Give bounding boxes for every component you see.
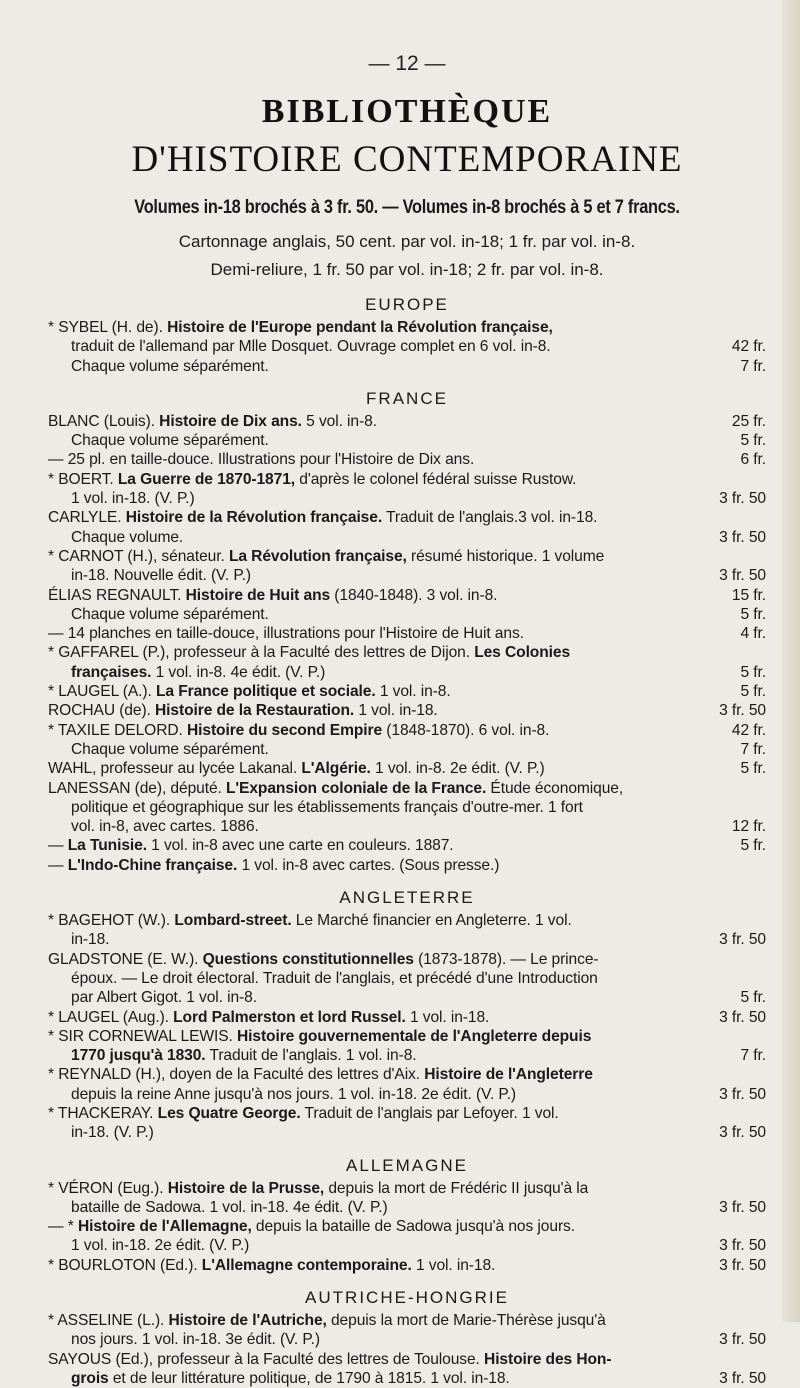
entry-text: CARLYLE. [48,509,126,527]
entry-details: 1 vol. in-8 avec une carte en couleurs. 1887. [146,837,454,855]
entry-text: * BAGEHOT (W.). [48,912,175,930]
catalog-line-text [48,1217,766,1236]
catalog-line-text [71,1123,711,1142]
catalog-line [48,1046,766,1065]
entry-details: 1 vol. in-18. [405,1008,490,1026]
entry-text: * SIR CORNEWAL LEWIS. [48,1027,237,1045]
catalog-line [48,566,766,585]
entry-details: 1 vol. in-18. [354,702,438,720]
price: 6 fr. [740,451,766,469]
entry-text: ÉLIAS REGNAULT. [48,586,186,604]
book-title: Histoire de l'Autriche, [168,1312,327,1330]
catalog-line [48,450,766,469]
catalog-line [48,318,766,337]
book-title: Les Quatre George. [157,1104,301,1122]
catalog-line-text [71,969,766,988]
entry-details: (1848-1870). 6 vol. in-8. [382,721,550,739]
catalog-line-text [48,643,766,662]
catalog-line-text [71,337,724,356]
catalog-line-text [48,1104,766,1123]
book-title: Les Colonies [474,644,571,662]
catalog-line [48,412,766,431]
section-heading: FRANCE [366,388,448,408]
catalog-line [48,701,766,720]
catalog-line [48,836,766,855]
book-title: Histoire de la Révolution française. [125,509,383,527]
entry-details: 1 vol. in-8. [375,683,451,701]
price: 15 fr. [731,586,766,604]
entry-details: depuis la mort de Frédéric II jusqu'à la [324,1179,589,1197]
catalog-line [48,817,766,836]
entry-text: GLADSTONE (E. W.). [48,950,203,968]
price: 3 fr. 50 [719,1085,766,1103]
entry-text: ROCHAU (de). [48,702,156,720]
catalog-line [48,337,766,356]
catalog-line [48,624,766,643]
page-number: — 12 — [368,52,446,75]
catalog-line-text [48,624,732,643]
catalog-line [48,528,766,547]
book-title: Histoire des Hon- [484,1350,612,1368]
entry-details: depuis la mort de Marie-Thérèse jusqu'à [326,1312,606,1330]
entry-text: politique et géographique sur les établissements français d'outre-mer. 1 fort [71,798,583,816]
catalog-line-text [48,836,732,855]
price: 12 fr. [731,818,766,836]
entry-text: — [48,856,68,874]
catalog-line-text [48,586,724,605]
book-title: Lombard-street. [174,912,292,930]
catalog-line-text [48,1008,711,1027]
entry-details: d'après le colonel fédéral suisse Rustow. [295,470,577,488]
catalog-line [48,1179,766,1198]
entry-text: traduit de l'allemand par Mlle Dosquet. Ouvrage complet en 6 vol. in-8. [71,338,551,356]
price: 5 fr. [740,605,766,623]
catalog-line-text [48,412,724,431]
entry-text: bataille de Sadowa. 1 vol. in-18. 4e édit. (V. P.) [71,1198,388,1216]
entry-details: 1 vol. in-8. 2e édit. (V. P.) [370,760,545,778]
section-heading: EUROPE [365,295,449,314]
catalog-line-text [48,1350,766,1369]
price: 5 fr. [740,837,766,855]
catalog-line [48,759,766,778]
price: 3 fr. 50 [719,1237,766,1255]
entry-text: * VÉRON (Eug.). [48,1179,168,1197]
catalog-line-text [71,1330,711,1349]
entry-text: — * [48,1218,78,1236]
section-entries [48,1311,766,1388]
catalog-line [48,489,766,508]
entry-text: Chaque volume séparément. [71,740,269,758]
catalog-line [48,911,766,930]
catalog-line [48,950,766,969]
entry-text: par Albert Gigot. 1 vol. in-8. [71,989,257,1007]
book-title: grois [71,1369,109,1387]
entry-text: * REYNALD (H.), doyen de la Faculté des lettres d'Aix. [48,1066,425,1084]
catalog-line-text [71,798,766,817]
catalog-line [48,682,766,701]
price: 3 fr. 50 [719,567,766,585]
catalog-line-text [71,489,711,508]
format-prices: Volumes in-18 brochés à 3 fr. 50. — Volumes in-8 brochés à 5 et 7 francs. [134,197,680,218]
catalog-line-text [48,856,766,875]
catalog-sections [48,294,766,1388]
section-entries [48,911,766,1143]
entry-details: Le Marché financier en Angleterre. 1 vol. [291,912,572,930]
price: 7 fr. [740,357,766,375]
catalog-line-text [48,1027,766,1046]
catalog-line [48,357,766,376]
binding-price-2: Demi-reliure, 1 fr. 50 par vol. in-18; 2 fr. par vol. in-8. [210,260,604,279]
entry-details: 1 vol. in-8 avec cartes. (Sous presse.) [237,856,500,874]
catalog-line-text [48,721,724,740]
price: 3 fr. 50 [719,1331,766,1349]
catalog-line [48,605,766,624]
entry-text: SAYOUS (Ed.), professeur à la Faculté des lettres de Toulouse. [48,1350,485,1368]
entry-details: Étude économique, [486,779,624,797]
entry-text: * ASSELINE (L.). [48,1312,169,1330]
section-entries [48,1179,766,1275]
entry-text: Chaque volume séparément. [71,357,269,375]
entry-text: 1 vol. in-18. 2e édit. (V. P.) [71,1237,250,1255]
catalog-line-text [48,1179,766,1198]
entry-text: in-18. Nouvelle édit. (V. P.) [71,567,251,585]
catalog-line-text [71,663,732,682]
catalog-line [48,663,766,682]
entry-text: * LAUGEL (Aug.). [48,1008,174,1026]
price: 7 fr. [740,740,766,758]
entry-text: * LAUGEL (A.). [48,683,156,701]
catalog-line [48,1198,766,1217]
book-title: Questions constitutionnelles [202,950,414,968]
book-title: 1770 jusqu'à 1830. [71,1047,206,1065]
entry-text: Chaque volume séparément. [71,605,269,623]
entry-text: depuis la reine Anne jusqu'à nos jours. 1 vol. in-18. 2e édit. (V. P.) [71,1085,517,1103]
catalog-line-text [71,431,732,450]
entry-text: in-18. [71,931,110,949]
catalog-line [48,1027,766,1046]
entry-text: vol. in-8, avec cartes. 1886. [71,818,259,836]
book-title: L'Expansion coloniale de la France. [226,779,487,797]
price: 3 fr. 50 [719,931,766,949]
book-title: L'Indo-Chine française. [67,856,238,874]
entry-text: * SYBEL (H. de). [48,319,168,336]
catalog-line-text [48,1065,766,1084]
entry-text: BLANC (Louis). [48,412,160,430]
entry-details: (1873-1878). — Le prince- [413,950,599,968]
price: 3 fr. 50 [719,1369,766,1387]
catalog-line [48,1085,766,1104]
entry-details: Traduit de l'anglais.3 vol. in-18. [382,509,598,527]
entry-text: LANESSAN (de), député. [48,779,226,797]
book-title: Histoire gouvernementale de l'Angleterre depuis [237,1027,592,1045]
catalog-line [48,721,766,740]
entry-details: et de leur littérature politique, de 1790 à 1815. 1 vol. in-18. [108,1369,510,1387]
catalog-line [48,1008,766,1027]
entry-text: WAHL, professeur au lycée Lakanal. [48,760,302,778]
catalog-line-text [71,1085,711,1104]
book-title: Histoire de l'Europe pendant la Révolution française, [167,319,553,336]
price: 3 fr. 50 [719,1008,766,1026]
catalog-line-text [48,779,766,798]
catalog-line-text [71,357,732,376]
catalog-line [48,1256,766,1275]
catalog-line-text [71,1046,732,1065]
price: 3 fr. 50 [719,1124,766,1142]
entry-details: (1840-1848). 3 vol. in-8. [330,586,498,604]
catalog-line [48,740,766,759]
entry-details: 1 vol. in-18. [411,1256,496,1274]
price: 3 fr. 50 [719,702,766,720]
book-title: Histoire de Dix ans. [159,412,302,430]
catalog-line [48,470,766,489]
catalog-line [48,586,766,605]
book-title: La Révolution française, [228,547,407,565]
catalog-page [48,0,766,1388]
section-heading: ANGLETERRE [339,888,475,908]
catalog-line [48,1123,766,1142]
book-title: Histoire de la Prusse, [167,1179,325,1197]
entry-text: * BOERT. [48,470,118,488]
catalog-line-text [48,682,732,701]
catalog-line [48,1311,766,1330]
series-subtitle-title: D'HISTOIRE CONTEMPORAINE [131,139,683,180]
catalog-line-text [48,547,766,566]
price: 5 fr. [740,989,766,1007]
book-title: L'Allemagne contemporaine. [201,1256,412,1274]
price: 5 fr. [740,432,766,450]
catalog-line [48,431,766,450]
book-title: Histoire de l'Angleterre [424,1066,593,1084]
price: 4 fr. [740,625,766,643]
section-heading: ALLEMAGNE [346,1155,468,1175]
book-title: La Guerre de 1870-1871, [117,470,296,488]
catalog-line [48,508,766,527]
catalog-line-text [71,930,711,949]
catalog-line [48,1065,766,1084]
catalog-line-text [48,759,732,778]
catalog-line-text [71,566,711,585]
entry-text: nos jours. 1 vol. in-18. 3e édit. (V. P.) [71,1331,321,1349]
page-edge [782,0,800,1322]
book-title: Lord Palmerston et lord Russel. [173,1008,406,1026]
catalog-line-text [48,950,766,969]
entry-details: 5 vol. in-8. [301,412,377,430]
book-title: Histoire de Huit ans [185,586,331,604]
price: 5 fr. [740,663,766,681]
price: 5 fr. [740,683,766,701]
catalog-line [48,1330,766,1349]
catalog-line [48,1217,766,1236]
entry-text: * TAXILE DELORD. [48,721,187,739]
entry-text: * CARNOT (H.), sénateur. [48,547,229,565]
entry-text: — 14 planches en taille-douce, illustrations pour l'Histoire de Huit ans. [48,625,524,643]
catalog-line-text [71,1369,711,1388]
catalog-line [48,1369,766,1388]
entry-details: Traduit de l'anglais. 1 vol. in-8. [205,1047,417,1065]
section-heading: AUTRICHE-HONGRIE [305,1288,509,1308]
price: 5 fr. [740,760,766,778]
catalog-line-text [48,1311,766,1330]
price: 42 fr. [731,338,766,356]
entry-text: * THACKERAY. [48,1104,158,1122]
catalog-line-text [48,318,766,337]
section-entries [48,412,766,875]
price: 7 fr. [740,1047,766,1065]
price: 3 fr. 50 [719,1198,766,1216]
catalog-line-text [71,528,711,547]
catalog-line-text [71,1198,711,1217]
book-title: L'Algérie. [301,760,371,778]
catalog-line-text [48,1256,711,1275]
catalog-line-text [48,508,766,527]
catalog-line [48,856,766,875]
section-entries [48,318,766,376]
catalog-line-text [71,740,732,759]
entry-text: in-18. (V. P.) [71,1124,154,1142]
entry-text: — 25 pl. en taille-douce. Illustrations pour l'Histoire de Dix ans. [48,451,475,469]
catalog-line-text [48,470,766,489]
entry-text: Chaque volume. [71,528,184,546]
catalog-line [48,930,766,949]
catalog-line-text [48,701,711,720]
catalog-line [48,988,766,1007]
entry-details: Traduit de l'anglais par Lefoyer. 1 vol. [300,1104,559,1122]
entry-text: — [48,837,68,855]
binding-price-1: Cartonnage anglais, 50 cent. par vol. in-18; 1 fr. par vol. in-8. [178,232,636,251]
entry-text: * BOURLOTON (Ed.). [48,1256,202,1274]
entry-text: Chaque volume séparément. [71,432,269,450]
catalog-line-text [48,450,732,469]
book-title: La Tunisie. [67,837,147,855]
price: 42 fr. [731,721,766,739]
entry-details: depuis la bataille de Sadowa jusqu'à nos jours. [251,1218,575,1236]
catalog-line-text [71,605,732,624]
entry-details: résumé historique. 1 volume [406,547,605,565]
catalog-line [48,1350,766,1369]
price: 3 fr. 50 [719,528,766,546]
entry-text: époux. — Le droit électoral. Traduit de l'anglais, et précédé d'une Introduction [71,969,598,987]
catalog-line-text [71,988,732,1007]
catalog-line [48,798,766,817]
entry-text: 1 vol. in-18. (V. P.) [71,490,195,508]
price: 3 fr. 50 [719,1256,766,1274]
catalog-line [48,779,766,798]
series-title: BIBLIOTHÈQUE [261,93,553,130]
price: 25 fr. [731,412,766,430]
entry-details: 1 vol. in-8. 4e édit. (V. P.) [151,663,326,681]
catalog-line-text [48,911,766,930]
catalog-line [48,1236,766,1255]
entry-text: * GAFFAREL (P.), professeur à la Faculté des lettres de Dijon. [48,644,475,662]
catalog-line [48,1104,766,1123]
book-title: La France politique et sociale. [155,683,376,701]
book-title: Histoire du second Empire [186,721,383,739]
book-title: Histoire de l'Allemagne, [77,1218,252,1236]
catalog-line-text [71,817,724,836]
book-title: Histoire de la Restauration. [155,702,355,720]
price: 3 fr. 50 [719,490,766,508]
book-title: françaises. [71,663,152,681]
catalog-line [48,547,766,566]
catalog-line [48,969,766,988]
catalog-line [48,643,766,662]
catalog-line-text [71,1236,711,1255]
